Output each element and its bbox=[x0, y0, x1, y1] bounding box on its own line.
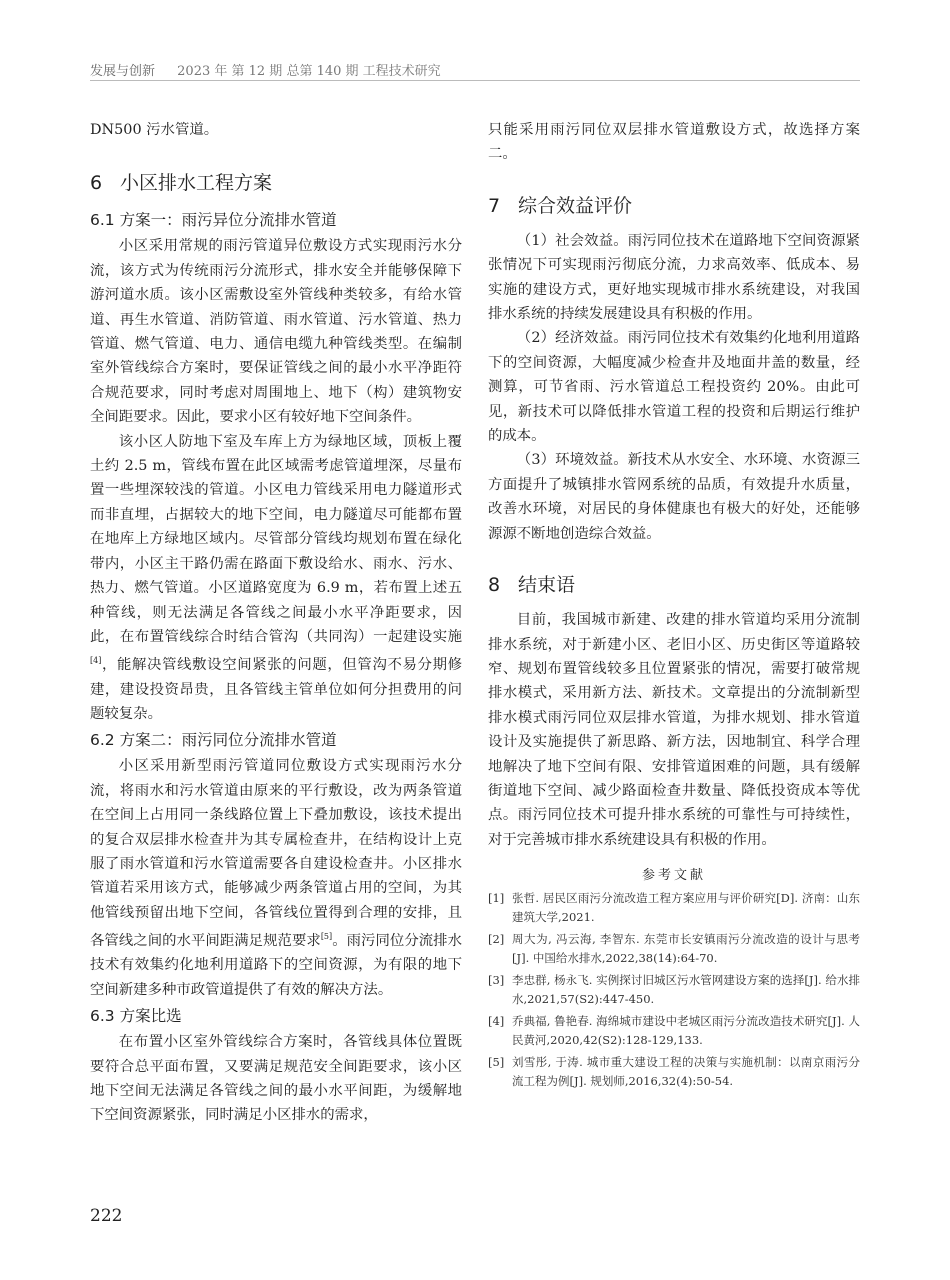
right-column bbox=[488, 118, 860, 1094]
reference-text: 乔典福, 鲁艳春. 海绵城市建设中老城区雨污分流改造技术研究[J]. 人民黄河,2020,42(S2):128-129,133. bbox=[512, 1014, 860, 1048]
section-number: 6 bbox=[90, 172, 103, 195]
reference-item bbox=[488, 1012, 860, 1050]
reference-number: [4] bbox=[488, 1014, 505, 1029]
paragraph: DN500 污水管道。 bbox=[90, 122, 219, 138]
section-title: 综合效益评价 bbox=[518, 194, 633, 217]
section-title: 结束语 bbox=[518, 574, 576, 597]
paragraph: （3）环境效益。新技术从水安全、水环境、水资源三方面提升了城镇排水管网系统的品质，有效提升水质量，改善水环境，对居民的身体健康也有极大的好处，还能够源源不断地创造综合效益。 bbox=[488, 452, 860, 542]
section-title: 小区排水工程方案 bbox=[120, 172, 273, 195]
citation-ref: [5] bbox=[320, 932, 333, 942]
paragraph bbox=[90, 430, 462, 727]
paragraph bbox=[90, 754, 462, 1002]
reference-item bbox=[488, 889, 860, 927]
section-heading-6 bbox=[90, 160, 462, 206]
left-column bbox=[90, 118, 462, 1128]
paragraph: 目前，我国城市新建、改建的排水管道均采用分流制排水系统，对于新建小区、老旧小区、历史街区等道路较窄、规划布置管线较多且位置紧张的情况，需要打破常规排水模式，采用新方法、新技术。文章提出的分流制新型排水模式雨污同位双层排水管道，为排水规划、排水管道设计及实施提供了新思路、新方法，因地制宜、科学合理地解决了地下空间有限、安排管道困难的问题，具有缓解街道地下空间、减少路面检查井数量、降低投资成本等优点。雨污同位技术可提升排水系统的可靠性与可持续性，对于完善城市排水系统建设具有积极的作用。 bbox=[488, 612, 860, 848]
reference-item bbox=[488, 971, 860, 1009]
references-heading: 参考文献 bbox=[641, 868, 706, 884]
paragraph-text: 小区采用新型雨污管道同位敷设方式实现雨污水分流，将雨水和污水管道由原来的平行敷设，改为两条管道在空间上占用同一条线路位置上下叠加敷设，该技术提出的复合双层排水检查井为其专属检查井，在结构设计上克服了雨水管道和污水管道需要各自建设检查井。小区排水管道若采用该方式，能够减少两条管道占用的空间，为其他管线预留出地下空间，各管线位置得到合理的安排，且各管线之间的水平间距满足规范要求 bbox=[90, 758, 462, 949]
reference-number: [2] bbox=[488, 932, 505, 947]
reference-number: [3] bbox=[488, 973, 505, 988]
reference-number: [5] bbox=[488, 1055, 505, 1070]
reference-item bbox=[488, 1053, 860, 1091]
issue-info: 2023 年 第 12 期 总第 140 期 工程技术研究 bbox=[177, 64, 441, 79]
paragraph: （2）经济效益。雨污同位技术有效集约化地利用道路下的空间资源，大幅度减少检查井及地面井盖的数量，经测算，可节省雨、污水管道总工程投资约 20%。由此可见，新技术可以降低排水管道工程的投资和后期运行维护的成本。 bbox=[488, 330, 860, 445]
paragraph: （1）社会效益。雨污同位技术在道路地下空间资源紧张情况下可实现雨污彻底分流，力求高效率、低成本、易实施的建设方式，更好地实现城市排水系统建设，对我国排水系统的持续发展建设具有积极的作用。 bbox=[488, 232, 860, 323]
paragraph-text: ，能解决管线敷设空间紧张的问题，但管沟不易分期修建，建设投资昂贵，且各管线主管单位如何分担费用的问题较复杂。 bbox=[90, 657, 462, 722]
reference-text: 周大为, 冯云海, 李智东. 东莞市长安镇雨污分流改造的设计与思考[J]. 中国给水排水,2022,38(14):64-70. bbox=[512, 932, 860, 966]
page-number: 222 bbox=[90, 1206, 123, 1226]
reference-number: [1] bbox=[488, 891, 505, 906]
journal-name: 发展与创新 bbox=[90, 63, 156, 78]
running-header bbox=[90, 60, 860, 81]
subsection-heading-6-2: 6.2 方案二：雨污同位分流排水管道 bbox=[90, 731, 337, 750]
subsection-heading-6-1: 6.1 方案一：雨污异位分流排水管道 bbox=[90, 211, 337, 230]
paragraph-text: 该小区人防地下室及车库上方为绿地区域，顶板上覆土约 2.5 m，管线布置在此区域需考虑管道埋深，尽量布置一些埋深较浅的管道。小区电力管线采用电力隧道形式而非直埋，占据较大的地下空间，电力隧道尽可能都布置在地库上方绿地区域内。尽管部分管线均规划布置在绿化带内，小区主干路仍需在路面下敷设给水、雨水、污水、热力、燃气管道。小区道路宽度为 6.9 m，若布置上述五种管线，则无法满足各管线之间最小水平净距要求，因此，在布置管线综合时结合管沟（共同沟）一起建设实施 bbox=[90, 433, 462, 645]
section-heading-8 bbox=[488, 562, 860, 608]
reference-text: 李忠群, 杨永飞. 实例探讨旧城区污水管网建设方案的选择[J]. 给水排水,2021,57(S2):447-450. bbox=[512, 973, 860, 1007]
citation-ref: [4] bbox=[90, 656, 102, 666]
paragraph: 在布置小区室外管线综合方案时，各管线具体位置既要符合总平面布置，又要满足规范安全间距要求，该小区地下空间无法满足各管线之间的最小水平间距，为缓解地下空间资源紧张，同时满足小区排水的需求， bbox=[90, 1034, 462, 1124]
paragraph: 只能采用雨污同位双层排水管道敷设方式，故选择方案二。 bbox=[488, 122, 860, 163]
reference-text: 张哲. 居民区雨污分流改造工程方案应用与评价研究[D]. 济南：山东建筑大学,2021. bbox=[512, 891, 860, 925]
reference-item bbox=[488, 930, 860, 968]
section-heading-7 bbox=[488, 183, 860, 229]
section-number: 8 bbox=[488, 574, 501, 597]
reference-text: 刘雪彤, 于涛. 城市重大建设工程的决策与实施机制：以南京雨污分流工程为例[J]. 规划师,2016,32(4):50-54. bbox=[512, 1055, 860, 1089]
paragraph: 小区采用常规的雨污管道异位敷设方式实现雨污水分流，该方式为传统雨污分流形式，排水安全并能够保障下游河道水质。该小区需敷设室外管线种类较多，有给水管道、再生水管道、消防管道、雨水管道、污水管道、热力管道、燃气管道、电力、通信电缆九种管线类型。在编制室外管线综合方案时，要保证管线之间的最小水平净距符合规范要求，同时考虑对周围地上、地下（构）建筑物安全间距要求。因此，要求小区有较好地下空间条件。 bbox=[90, 238, 462, 426]
subsection-heading-6-3: 6.3 方案比选 bbox=[90, 1007, 182, 1026]
reference-list bbox=[488, 889, 860, 1091]
section-number: 7 bbox=[488, 194, 501, 217]
paragraph-text: 。雨污同位分流排水技术有效集约化地利用道路下的空间资源，为有限的地下空间新建多种市政管道提供了有效的解决方法。 bbox=[90, 932, 462, 998]
